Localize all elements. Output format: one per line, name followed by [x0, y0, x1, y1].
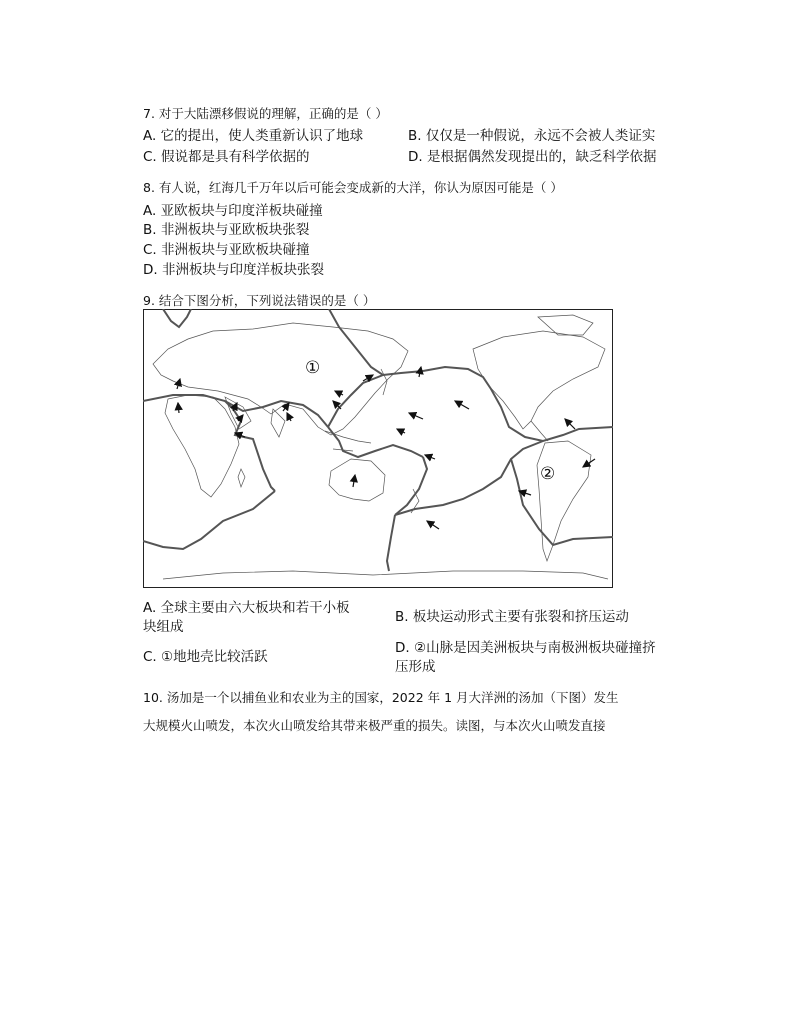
question-7-option-c[interactable]: C. 假说都是具有科学依据的: [143, 149, 310, 165]
question-10-line-1: 10. 汤加是一个以捕鱼业和农业为主的国家，2022 年 1 月大洋洲的汤加（下图）发生: [143, 690, 619, 705]
question-9-option-b[interactable]: B. 板块运动形式主要有张裂和挤压运动: [395, 609, 629, 625]
question-9-option-a-cont: 块组成: [143, 619, 184, 635]
question-8-stem: 8. 有人说，红海几千万年以后可能会变成新的大洋，你认为原因可能是（ ）: [143, 180, 563, 195]
question-8-option-b[interactable]: B. 非洲板块与亚欧板块张裂: [143, 222, 310, 238]
question-8-option-a[interactable]: A. 亚欧板块与印度洋板块碰撞: [143, 203, 323, 219]
question-9-option-d[interactable]: D. ②山脉是因美洲板块与南极洲板块碰撞挤: [395, 640, 656, 656]
svg-text:①: ①: [305, 358, 321, 378]
question-7-option-d[interactable]: D. 是根据偶然发现提出的，缺乏科学依据: [408, 149, 657, 165]
question-9-option-c[interactable]: C. ①地地壳比较活跃: [143, 649, 268, 665]
question-9-stem: 9. 结合下图分析，下列说法错误的是（ ）: [143, 293, 376, 308]
question-9-option-a[interactable]: A. 全球主要由六大板块和若干小板: [143, 600, 350, 616]
map-label-1: [305, 358, 320, 378]
question-7-option-b[interactable]: B. 仅仅是一种假说，永远不会被人类证实: [408, 128, 656, 144]
world-plate-map: [143, 309, 613, 588]
question-8-option-c[interactable]: C. 非洲板块与亚欧板块碰撞: [143, 242, 310, 258]
question-9-option-d-cont: 压形成: [395, 659, 436, 675]
question-7-stem: 7. 对于大陆漂移假说的理解，正确的是（ ）: [143, 106, 388, 121]
question-10-line-2: 大规模火山喷发，本次火山喷发给其带来极严重的损失。读图，与本次火山喷发直接: [143, 718, 606, 733]
map-label-2: [540, 464, 555, 484]
svg-text:②: ②: [540, 464, 556, 484]
question-8-option-d[interactable]: D. 非洲板块与印度洋板块张裂: [143, 262, 324, 278]
question-7-option-a[interactable]: A. 它的提出，使人类重新认识了地球: [143, 128, 364, 144]
